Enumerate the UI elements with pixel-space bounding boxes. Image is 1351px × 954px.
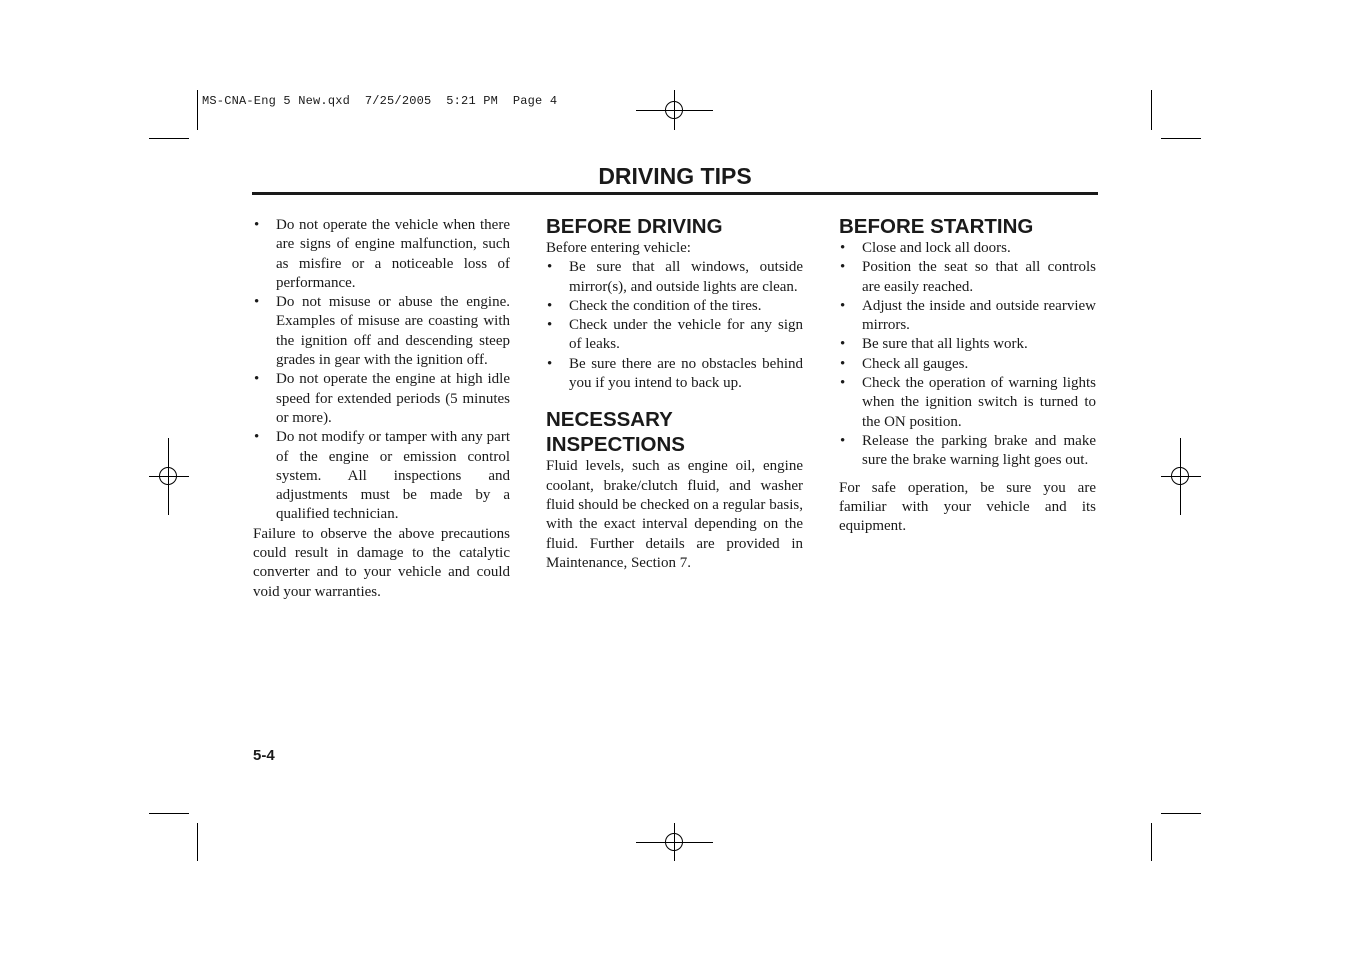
page-number: 5-4	[253, 747, 275, 764]
title-rule	[252, 192, 1098, 195]
list-item: • Check all gauges.	[839, 355, 1096, 374]
list-item: • Do not operate the engine at high idle speed for extended periods (5 minutes or more).	[253, 370, 510, 428]
list-item: • Do not operate the vehicle when there are signs of engine malfunction, such as misfire or a noticeable loss of performance.	[253, 216, 510, 293]
bullet-list	[253, 216, 510, 525]
list-item: • Release the parking brake and make sure the brake warning light goes out.	[839, 432, 1096, 471]
print-slug: MS-CNA-Eng 5 New.qxd 7/25/2005 5:21 PM Page 4	[202, 94, 558, 108]
list-item: • Do not misuse or abuse the engine. Examples of misuse are coasting with the ignition off and descending steep grades in gear with the ignition off.	[253, 293, 510, 370]
list-item: • Check the operation of warning lights when the ignition switch is turned to the ON position.	[839, 374, 1096, 432]
column-middle	[546, 216, 803, 573]
bullet-list	[839, 239, 1096, 471]
list-item: • Check the condition of the tires.	[546, 297, 803, 316]
body-paragraph: Fluid levels, such as engine oil, engine coolant, brake/clutch fluid, and washer fluid should be checked on a regular basis, with the exact interval depending on the fluid. Further details are provided in Maintenance, Section 7.	[546, 458, 803, 571]
closing-paragraph: For safe operation, be sure you are familiar with your vehicle and its equipment.	[839, 479, 1096, 535]
section-heading-before-starting: BEFORE STARTING	[839, 215, 1034, 238]
column-right	[839, 216, 1096, 536]
list-item: • Close and lock all doors.	[839, 239, 1096, 258]
list-item: • Be sure that all lights work.	[839, 335, 1096, 354]
bullet-list	[546, 258, 803, 393]
list-item: • Be sure that all windows, outside mirror(s), and outside lights are clean.	[546, 258, 803, 297]
column-left	[253, 216, 510, 602]
list-item: • Check under the vehicle for any sign of leaks.	[546, 316, 803, 355]
list-item: • Do not modify or tamper with any part of the engine or emission control system. All inspections and adjustments must be made by a qualified technician.	[253, 428, 510, 524]
page-title: DRIVING TIPS	[598, 163, 752, 189]
closing-paragraph: Failure to observe the above precautions could result in damage to the catalytic converter and to your vehicle and could void your warranties.	[253, 525, 510, 600]
section-heading-necessary-inspections: NECESSARY INSPECTIONS	[546, 408, 685, 457]
list-item: • Be sure there are no obstacles behind you if you intend to back up.	[546, 355, 803, 394]
intro-text: Before entering vehicle:	[546, 240, 691, 256]
list-item: • Position the seat so that all controls are easily reached.	[839, 258, 1096, 297]
section-heading-before-driving: BEFORE DRIVING	[546, 215, 723, 238]
list-item: • Adjust the inside and outside rearview mirrors.	[839, 297, 1096, 336]
